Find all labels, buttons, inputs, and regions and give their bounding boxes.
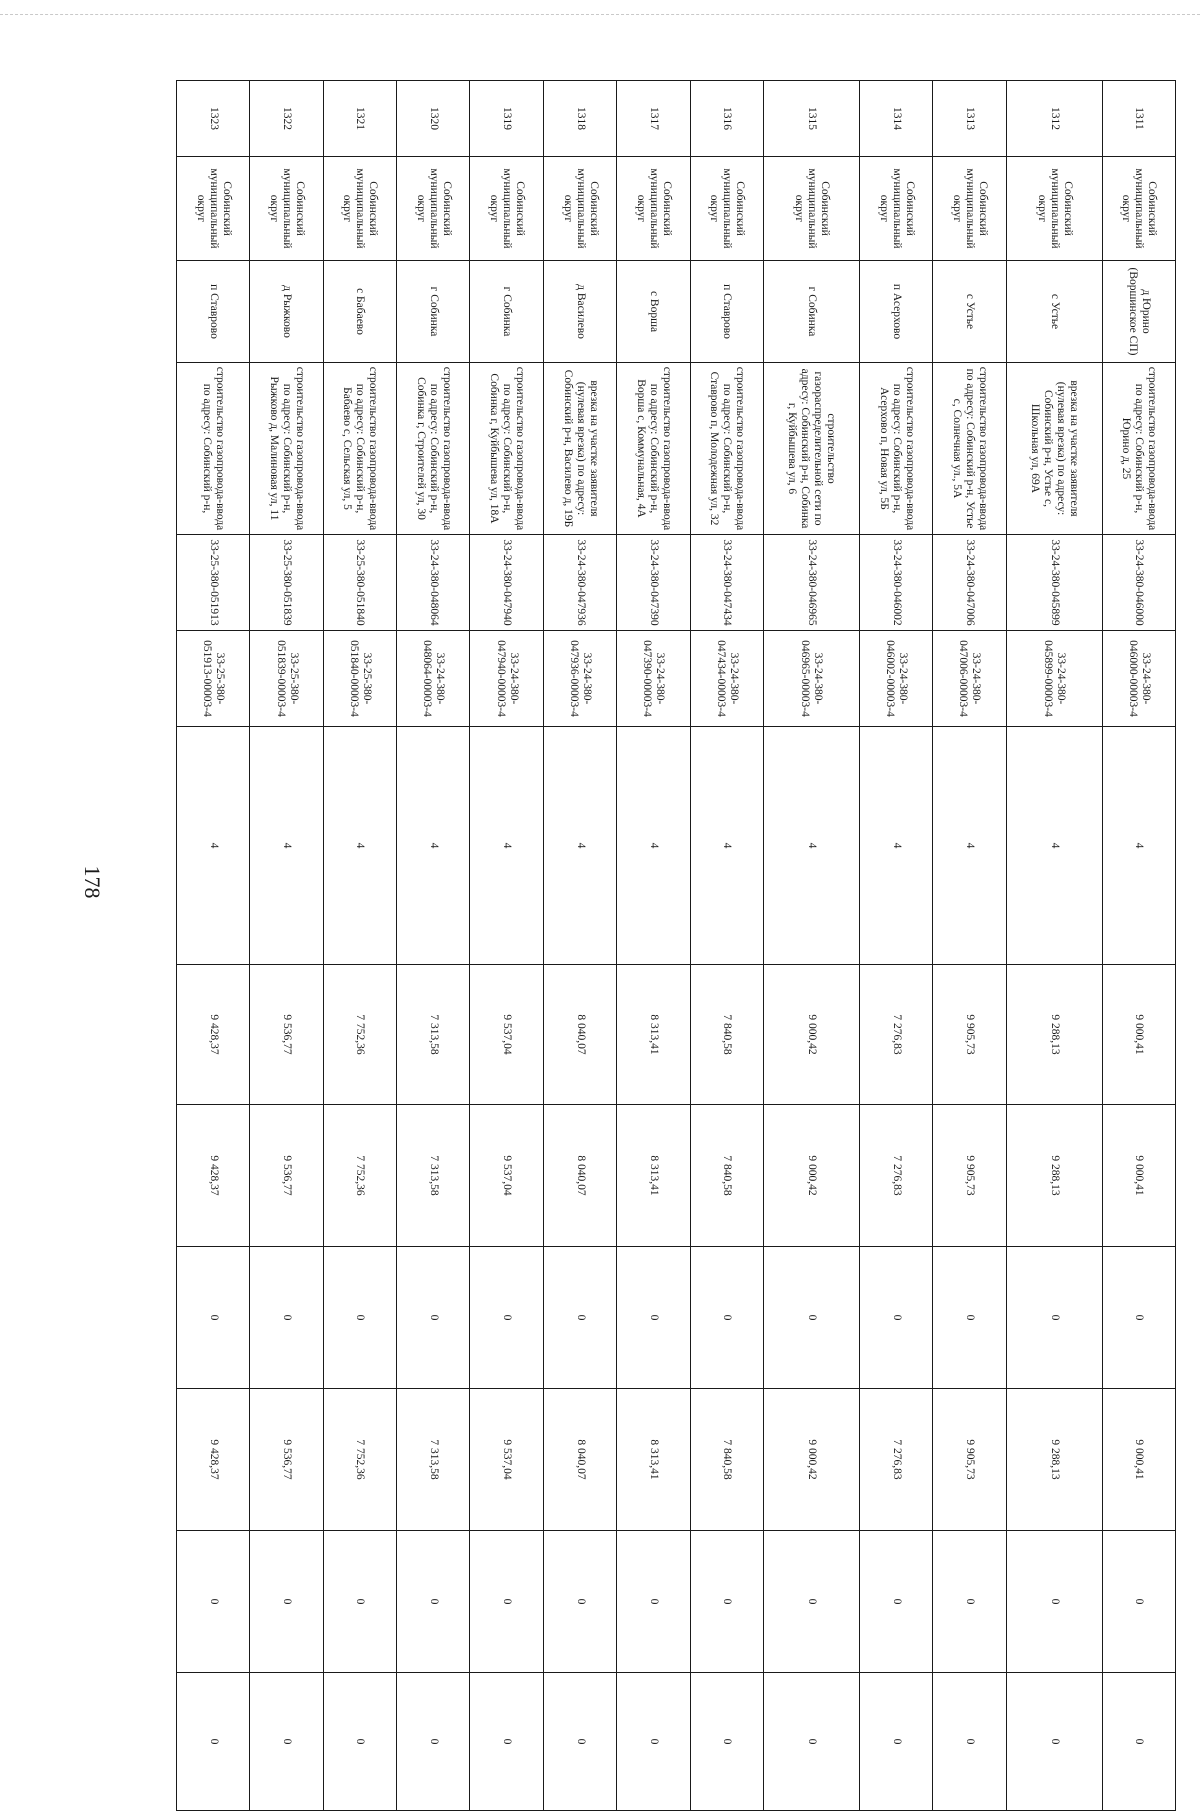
table-row [1102,81,1175,1811]
cost-col-3-cell: 0 [933,1247,1006,1389]
cost-col-3-cell: 0 [323,1247,396,1389]
settlement-cell: г Собинка [470,261,543,363]
cost-col-5-cell: 0 [323,1531,396,1673]
table-row [1006,81,1102,1811]
cadastral-number-cell: 33-24-380-047940 [470,535,543,631]
row-number-cell: 1322 [250,81,323,157]
cadastral-number-cell: 33-24-380-046965 [763,535,859,631]
category-cell: 4 [397,727,470,965]
cost-col-5-cell: 0 [1006,1531,1102,1673]
cost-col-2-cell: 9 905,73 [933,1105,1006,1247]
municipality-cell: Собинский муниципальный округ [933,157,1006,261]
settlement-cell: г Собинка [763,261,859,363]
cost-col-6-cell: 0 [543,1673,616,1811]
cost-col-3-cell: 0 [617,1247,690,1389]
work-description-cell: строительство газопровода-ввода по адресу: Собинский р-н, Асерхово п, Новая ул, 5Б [859,363,932,535]
table-row [397,81,470,1811]
table-row [177,81,250,1811]
cost-col-5-cell: 0 [1102,1531,1175,1673]
settlement-cell: д Юрино (Воршинское СП) [1102,261,1175,363]
category-cell: 4 [177,727,250,965]
cost-col-2-cell: 8 040,07 [543,1105,616,1247]
table-row [617,81,690,1811]
settlement-cell: г Собинка [397,261,470,363]
municipality-cell: Собинский муниципальный округ [859,157,932,261]
work-description-cell: строительство газораспределительной сети по адресу: Собинский р-н, Собинка г, Куйбышева ул, 6 [763,363,859,535]
category-cell: 4 [1102,727,1175,965]
cost-col-5-cell: 0 [177,1531,250,1673]
table-row [690,81,763,1811]
cost-col-6-cell: 0 [177,1673,250,1811]
cost-col-5-cell: 0 [859,1531,932,1673]
work-description-cell: строительство газопровода-ввода по адресу: Собинский р-н, Ставрово п, Молодежная ул, 32 [690,363,763,535]
work-description-cell: строительство газопровода-ввода по адресу: Собинский р-н, Собинка г, Куйбышева ул, 18А [470,363,543,535]
total-cost-cell: 9 905,73 [933,965,1006,1105]
cadastral-number-cell: 33-24-380-046002 [859,535,932,631]
work-description-cell: строительство газопровода-ввода по адресу: Собинский р-н, [177,363,250,535]
municipality-cell: Собинский муниципальный округ [543,157,616,261]
cost-col-5-cell: 0 [470,1531,543,1673]
cost-col-3-cell: 0 [397,1247,470,1389]
work-description-cell: строительство газопровода-ввода по адресу: Собинский р-н, Устье с, Солнечная ул., 5А [933,363,1006,535]
row-number-cell: 1312 [1006,81,1102,157]
cost-col-6-cell: 0 [763,1673,859,1811]
cost-col-2-cell: 9 000,41 [1102,1105,1175,1247]
application-id-cell: 33-24-380-047434-00003-4 [690,631,763,727]
table-row [470,81,543,1811]
cost-col-4-cell: 9 288,13 [1006,1389,1102,1531]
application-id-cell: 33-25-380-051839-00003-4 [250,631,323,727]
cost-col-6-cell: 0 [859,1673,932,1811]
cost-col-6-cell: 0 [397,1673,470,1811]
cost-col-4-cell: 9 536,77 [250,1389,323,1531]
cadastral-number-cell: 33-25-380-051839 [250,535,323,631]
cost-col-6-cell: 0 [933,1673,1006,1811]
cost-col-2-cell: 9 428,37 [177,1105,250,1247]
cost-col-4-cell: 8 313,41 [617,1389,690,1531]
cost-col-6-cell: 0 [617,1673,690,1811]
cost-col-5-cell: 0 [690,1531,763,1673]
application-id-cell: 33-24-380-047006-00003-4 [933,631,1006,727]
category-cell: 4 [323,727,396,965]
cost-col-6-cell: 0 [1102,1673,1175,1811]
table-row [763,81,859,1811]
cost-col-4-cell: 9 905,73 [933,1389,1006,1531]
cost-col-4-cell: 9 000,42 [763,1389,859,1531]
table-body [177,81,1176,1811]
municipality-cell: Собинский муниципальный округ [470,157,543,261]
cost-col-5-cell: 0 [933,1531,1006,1673]
row-number-cell: 1314 [859,81,932,157]
application-id-cell: 33-24-380-047940-00003-4 [470,631,543,727]
category-cell: 4 [250,727,323,965]
application-id-cell: 33-24-380-048064-00003-4 [397,631,470,727]
work-description-cell: строительство газопровода-ввода по адресу: Собинский р-н, Юрино д, 25 [1102,363,1175,535]
cadastral-number-cell: 33-25-380-051913 [177,535,250,631]
settlement-cell: п Ставрово [690,261,763,363]
total-cost-cell: 9 000,42 [763,965,859,1105]
cost-col-2-cell: 9 537,04 [470,1105,543,1247]
municipality-cell: Собинский муниципальный округ [1102,157,1175,261]
municipality-cell: Собинский муниципальный округ [397,157,470,261]
cost-col-2-cell: 7 840,58 [690,1105,763,1247]
cost-col-4-cell: 7 313,58 [397,1389,470,1531]
cost-col-3-cell: 0 [177,1247,250,1389]
total-cost-cell: 7 313,58 [397,965,470,1105]
work-description-cell: врезка на участке заявителя (нулевая врезка) по адресу: Собинский р-н, Василево д, 19Б [543,363,616,535]
cost-col-4-cell: 9 537,04 [470,1389,543,1531]
cost-col-3-cell: 0 [470,1247,543,1389]
cost-col-3-cell: 0 [859,1247,932,1389]
row-number-cell: 1318 [543,81,616,157]
municipality-cell: Собинский муниципальный округ [690,157,763,261]
settlement-cell: с Бабаево [323,261,396,363]
cost-col-6-cell: 0 [470,1673,543,1811]
category-cell: 4 [470,727,543,965]
cost-col-4-cell: 9 428,37 [177,1389,250,1531]
cost-col-6-cell: 0 [690,1673,763,1811]
rotated-table-wrapper [176,80,1176,1745]
municipality-cell: Собинский муниципальный округ [323,157,396,261]
settlement-cell: д Василево [543,261,616,363]
cost-col-6-cell: 0 [1006,1673,1102,1811]
work-description-cell: строительство газопровода-ввода по адресу: Собинский р-н, Бабаево с, Сельская ул, 5 [323,363,396,535]
cost-col-3-cell: 0 [250,1247,323,1389]
municipality-cell: Собинский муниципальный округ [177,157,250,261]
cost-col-4-cell: 7 752,36 [323,1389,396,1531]
cost-col-5-cell: 0 [250,1531,323,1673]
table-row [250,81,323,1811]
cadastral-number-cell: 33-24-380-045899 [1006,535,1102,631]
total-cost-cell: 8 040,07 [543,965,616,1105]
cost-col-5-cell: 0 [617,1531,690,1673]
work-description-cell: строительство газопровода-ввода по адресу: Собинский р-н, Рыжково д, Малиновая ул, 11 [250,363,323,535]
row-number-cell: 1313 [933,81,1006,157]
cost-col-4-cell: 8 040,07 [543,1389,616,1531]
application-id-cell: 33-24-380-047936-00003-4 [543,631,616,727]
cost-col-4-cell: 7 276,83 [859,1389,932,1531]
table-row [323,81,396,1811]
category-cell: 4 [617,727,690,965]
application-id-cell: 33-25-380-051840-00003-4 [323,631,396,727]
total-cost-cell: 9 428,37 [177,965,250,1105]
application-id-cell: 33-24-380-047390-00003-4 [617,631,690,727]
cost-col-5-cell: 0 [763,1531,859,1673]
total-cost-cell: 8 313,41 [617,965,690,1105]
category-cell: 4 [543,727,616,965]
cost-col-2-cell: 9 288,13 [1006,1105,1102,1247]
page-number: 178 [80,865,105,899]
cost-col-5-cell: 0 [397,1531,470,1673]
cost-col-3-cell: 0 [1006,1247,1102,1389]
application-id-cell: 33-24-380-045899-00003-4 [1006,631,1102,727]
cadastral-number-cell: 33-24-380-047006 [933,535,1006,631]
settlement-cell: п Асерхово [859,261,932,363]
cost-col-5-cell: 0 [543,1531,616,1673]
row-number-cell: 1319 [470,81,543,157]
total-cost-cell: 7 840,58 [690,965,763,1105]
cost-col-4-cell: 7 840,58 [690,1389,763,1531]
cost-col-2-cell: 7 752,36 [323,1105,396,1247]
total-cost-cell: 9 000,41 [1102,965,1175,1105]
settlement-cell: п Ставрово [177,261,250,363]
row-number-cell: 1321 [323,81,396,157]
municipality-cell: Собинский муниципальный округ [617,157,690,261]
cadastral-number-cell: 33-24-380-048064 [397,535,470,631]
cost-col-2-cell: 7 276,83 [859,1105,932,1247]
category-cell: 4 [859,727,932,965]
category-cell: 4 [690,727,763,965]
cost-col-2-cell: 7 313,58 [397,1105,470,1247]
cadastral-number-cell: 33-24-380-047390 [617,535,690,631]
municipality-cell: Собинский муниципальный округ [250,157,323,261]
work-description-cell: строительство газопровода-ввода по адресу: Собинский р-н, Собинка г, Строителей ул, 30 [397,363,470,535]
settlement-cell: д Рыжково [250,261,323,363]
settlement-cell: с Устье [1006,261,1102,363]
cost-col-6-cell: 0 [250,1673,323,1811]
municipality-cell: Собинский муниципальный округ [763,157,859,261]
category-cell: 4 [933,727,1006,965]
cadastral-number-cell: 33-24-380-047936 [543,535,616,631]
application-id-cell: 33-24-380-046965-00003-4 [763,631,859,727]
register-table [176,80,1176,1811]
row-number-cell: 1315 [763,81,859,157]
cost-col-2-cell: 8 313,41 [617,1105,690,1247]
row-number-cell: 1323 [177,81,250,157]
settlement-cell: с Устье [933,261,1006,363]
cost-col-4-cell: 9 000,41 [1102,1389,1175,1531]
cost-col-3-cell: 0 [1102,1247,1175,1389]
cost-col-3-cell: 0 [543,1247,616,1389]
application-id-cell: 33-24-380-046000-00003-4 [1102,631,1175,727]
total-cost-cell: 7 752,36 [323,965,396,1105]
work-description-cell: врезка на участке заявителя (нулевая врезка) по адресу: Собинский р-н, Устье с, Школьная ул, 69А [1006,363,1102,535]
municipality-cell: Собинский муниципальный округ [1006,157,1102,261]
table-row [543,81,616,1811]
application-id-cell: 33-25-380-051913-00003-4 [177,631,250,727]
application-id-cell: 33-24-380-046002-00003-4 [859,631,932,727]
total-cost-cell: 9 537,04 [470,965,543,1105]
cost-col-3-cell: 0 [763,1247,859,1389]
work-description-cell: строительство газопровода-ввода по адресу: Собинский р-н, Ворша с, Коммунальная, 4А [617,363,690,535]
row-number-cell: 1311 [1102,81,1175,157]
cadastral-number-cell: 33-24-380-046000 [1102,535,1175,631]
cadastral-number-cell: 33-24-380-047434 [690,535,763,631]
settlement-cell: с Ворша [617,261,690,363]
scan-edge [0,0,1200,15]
category-cell: 4 [1006,727,1102,965]
table-row [933,81,1006,1811]
cost-col-2-cell: 9 000,42 [763,1105,859,1247]
category-cell: 4 [763,727,859,965]
total-cost-cell: 7 276,83 [859,965,932,1105]
row-number-cell: 1320 [397,81,470,157]
cost-col-3-cell: 0 [690,1247,763,1389]
row-number-cell: 1317 [617,81,690,157]
row-number-cell: 1316 [690,81,763,157]
cost-col-2-cell: 9 536,77 [250,1105,323,1247]
cost-col-6-cell: 0 [323,1673,396,1811]
table-row [859,81,932,1811]
total-cost-cell: 9 288,13 [1006,965,1102,1105]
total-cost-cell: 9 536,77 [250,965,323,1105]
cadastral-number-cell: 33-25-380-051840 [323,535,396,631]
